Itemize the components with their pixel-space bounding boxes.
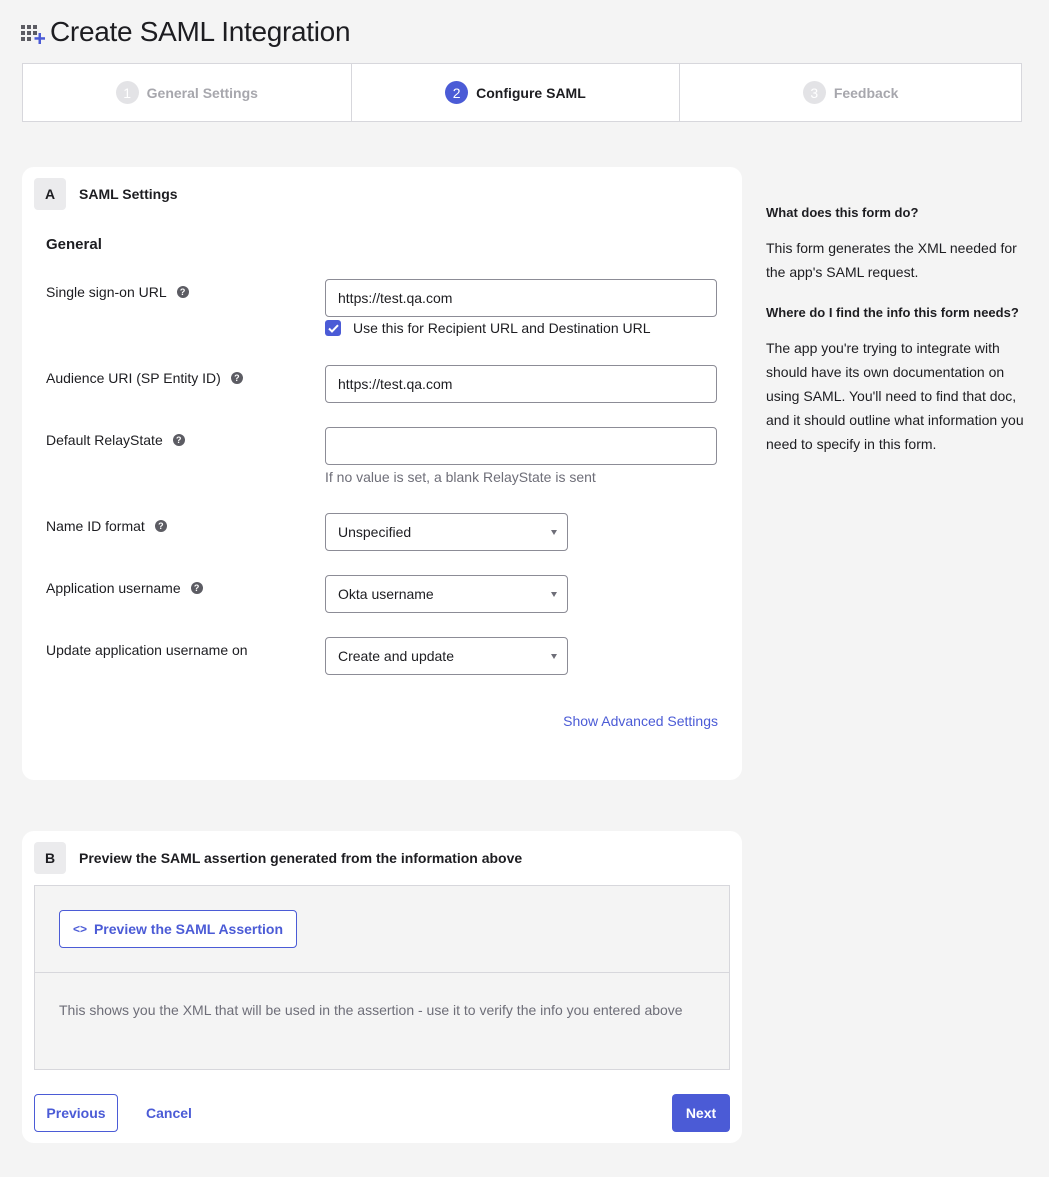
section-badge: B xyxy=(34,842,66,874)
select-value: Okta username xyxy=(338,586,434,602)
relay-state-input[interactable] xyxy=(325,427,717,465)
step-configure-saml xyxy=(352,64,681,121)
sso-url-label xyxy=(46,284,189,300)
preview-panel xyxy=(34,885,730,1070)
preview-saml-assertion-button[interactable] xyxy=(59,910,297,948)
step-number: 1 xyxy=(116,81,139,104)
preview-description: This shows you the XML that will be used in the assertion - use it to verify the info you entered above xyxy=(59,1002,683,1018)
dropdown-arrow-icon xyxy=(551,530,557,535)
help-question: Where do I find the info this form needs? xyxy=(766,305,1019,320)
audience-uri-label xyxy=(46,370,243,386)
help-icon[interactable]: ? xyxy=(177,286,189,298)
checkbox-label: Use this for Recipient URL and Destination URL xyxy=(353,320,651,336)
help-question: What does this form do? xyxy=(766,205,919,220)
step-general-settings xyxy=(23,64,352,121)
name-id-format-label xyxy=(46,518,167,534)
app-username-select[interactable] xyxy=(325,575,568,613)
help-icon[interactable]: ? xyxy=(231,372,243,384)
wizard-stepper xyxy=(22,63,1022,122)
section-title: Preview the SAML assertion generated from the information above xyxy=(79,850,523,866)
field-label-text: Audience URI (SP Entity ID) xyxy=(46,370,221,386)
recipient-url-checkbox-row[interactable] xyxy=(325,320,651,336)
add-app-grid-icon xyxy=(20,19,46,45)
audience-uri-input[interactable] xyxy=(325,365,717,403)
relay-state-label xyxy=(46,432,185,448)
step-label: Configure SAML xyxy=(476,84,586,101)
show-advanced-settings-link[interactable]: Show Advanced Settings xyxy=(563,713,718,729)
field-label-text: Single sign-on URL xyxy=(46,284,167,300)
group-title: General xyxy=(46,236,102,253)
section-badge: A xyxy=(34,178,66,210)
update-username-select[interactable] xyxy=(325,637,568,675)
help-icon[interactable]: ? xyxy=(173,434,185,446)
step-feedback xyxy=(680,64,1021,121)
app-username-label xyxy=(46,580,203,596)
update-username-label xyxy=(46,642,248,658)
field-label-text: Default RelayState xyxy=(46,432,163,448)
help-icon[interactable]: ? xyxy=(155,520,167,532)
help-answer: This form generates the XML needed for the app's SAML request. xyxy=(766,240,1017,280)
button-label: Preview the SAML Assertion xyxy=(93,921,284,937)
dropdown-arrow-icon xyxy=(551,592,557,597)
step-label: General Settings xyxy=(146,84,258,101)
preview-panel-top xyxy=(35,886,729,973)
step-number: 3 xyxy=(803,81,826,104)
page-header xyxy=(20,14,350,50)
section-title: SAML Settings xyxy=(79,186,178,202)
select-value: Create and update xyxy=(338,648,454,664)
dropdown-arrow-icon xyxy=(551,654,557,659)
next-button[interactable]: Next xyxy=(672,1094,730,1132)
help-sidebar xyxy=(766,204,1028,456)
cancel-button[interactable]: Cancel xyxy=(146,1105,192,1121)
field-label-text: Update application username on xyxy=(46,642,248,658)
field-label-text: Name ID format xyxy=(46,518,145,534)
step-label: Feedback xyxy=(833,84,899,101)
help-answer: The app you're trying to integrate with should have its own documentation on using SAML. You'll need to find that doc, and it should outline what information you need to specify in this form. xyxy=(766,340,1024,452)
sso-url-input[interactable] xyxy=(325,279,717,317)
step-number: 2 xyxy=(445,81,468,104)
previous-button[interactable]: Previous xyxy=(34,1094,118,1132)
check-icon xyxy=(328,324,339,333)
saml-preview-card xyxy=(22,831,742,1143)
help-icon[interactable]: ? xyxy=(191,582,203,594)
relay-state-hint: If no value is set, a blank RelayState is sent xyxy=(325,469,596,485)
page-title: Create SAML Integration xyxy=(50,16,351,47)
recipient-url-checkbox[interactable] xyxy=(325,320,341,336)
select-value: Unspecified xyxy=(338,524,412,540)
saml-settings-card xyxy=(22,167,742,780)
field-label-text: Application username xyxy=(46,580,181,596)
code-icon: <> xyxy=(72,922,87,936)
name-id-format-select[interactable] xyxy=(325,513,568,551)
